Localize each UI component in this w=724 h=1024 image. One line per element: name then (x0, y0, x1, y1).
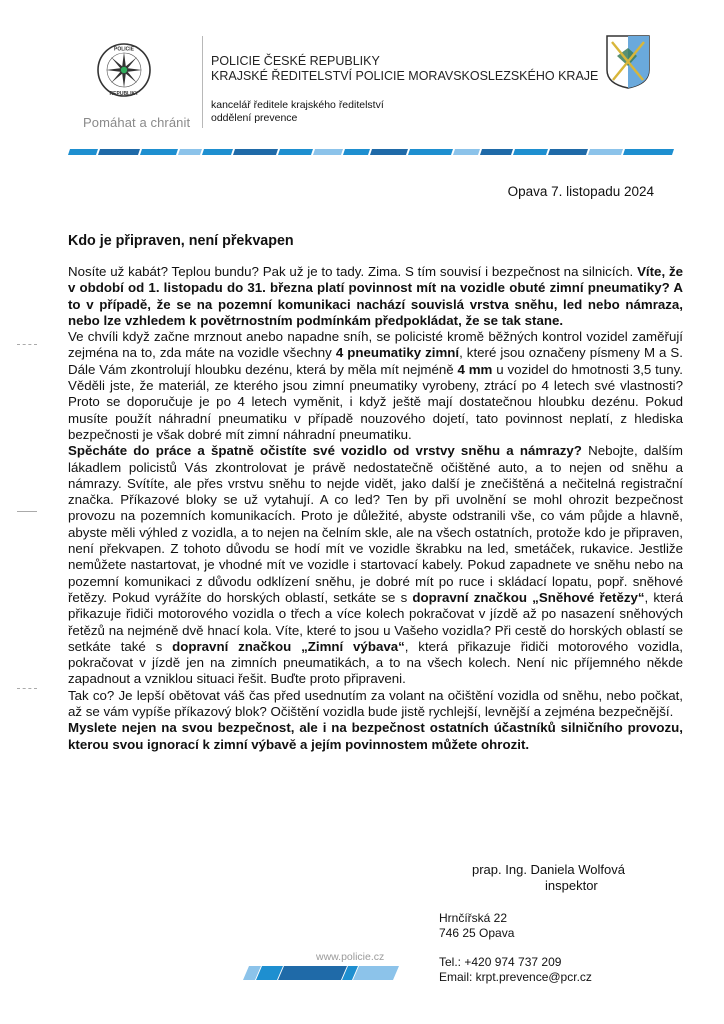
header-divider (202, 36, 203, 128)
police-star-badge-icon (96, 42, 152, 98)
dept-office: kancelář ředitele krajského ředitelství (211, 99, 384, 111)
paragraph-intro: Nosíte už kabát? Teplou bundu? Pak už je to tady. Zima. S tím souvisí i bezpečnost na silnicích. Víte, že v období od 1. listopadu do 31. března platí povinnost mít na vozidle obuté zimní pneumatiky? A to v případě, že se na pozemní komunikaci nachází souvislá vrstva sněhu, led nebo námraza, nebo lze vzhledem k povětrnostním podmínkám předpokládat, že se tak stane. (68, 264, 683, 328)
signature-role: inspektor (545, 878, 598, 893)
letter-date: Opava 7. listopadu 2024 (507, 184, 654, 199)
fold-mark-bottom (17, 688, 37, 689)
paragraph-tires: Ve chvíli když začne mrznout anebo napadne sníh, se policisté kromě běžných kontrol vozidel zaměřují zejména na to, zda máte na vozidle všechny 4 pneumatiky zimní, které jsou označeny písmeny M a S. Dále Vám zkontrolují hloubku dezénu, která by měla mít nejméně 4 mm u vozidel do hmotnosti 3,5 tuny. Věděli jste, že materiál, ze kterého jsou zimní pneumatiky vyrobeny, ztrácí po 4 letech své vlastnosti? Proto se doporučuje je po 4 letech vyměnit, i když ještě mají dostatečnou hloubku dezénu. Pokud musíte použít náhradní pneumatiku v případě nouzového dojetí, tato povinnost neplatí, z hlediska bezpečnosti je však dobré mít zimní náhradní pneumatiku. (68, 329, 683, 442)
fold-mark-center (17, 511, 37, 512)
dept-unit: oddělení prevence (211, 112, 298, 124)
website-link[interactable]: www.policie.cz (316, 951, 385, 963)
letter-title: Kdo je připraven, není překvapen (68, 233, 294, 249)
paragraph-closing: Myslete nejen na svou bezpečnost, ale i na bezpečnost ostatních účastníků silničního provozu, kterou svou ignorací k zimní výbavě a jejím povinnostem můžete ohrozit. (68, 720, 683, 752)
header-stripe (68, 149, 674, 155)
signature-name: prap. Ing. Daniela Wolfová (472, 862, 625, 877)
letter-body (68, 264, 683, 753)
contact-city: 746 25 Opava (439, 926, 515, 940)
svg-text:REPUBLIKY: REPUBLIKY (109, 91, 139, 97)
footer-stripe (243, 966, 399, 980)
contact-email: Email: krpt.prevence@pcr.cz (439, 970, 592, 984)
svg-text:POLICIE: POLICIE (113, 46, 135, 53)
paragraph-summary: Tak co? Je lepší obětovat váš čas před usednutím za volant na očištění vozidla od sněhu, nebo počkat, až se vám vypíše příkazový blok? Očištění vozidla bude jistě rychlejší, levnější a zejména bezpečnější. (68, 687, 683, 720)
contact-phone: Tel.: +420 974 737 209 (439, 955, 562, 969)
fold-mark-top (17, 344, 37, 345)
contact-street: Hrnčířská 22 (439, 911, 508, 925)
regional-crest-icon (605, 34, 651, 90)
paragraph-cleaning: Spěcháte do práce a špatně očistíte své vozidlo od vrstvy sněhu a námrazy? Nebojte, dalším lákadlem policistů Vás zkontrolovat je právě nedostatečně očištěné auto, a to nejen od sněhu a námrazy. Svítíte, ale přes vrstvu sněhu to nejde vidět, jako další je znečištěná a nečitelná registrační značka. Příkazové bloky se už vytahují. A co led? Ten by při uvolnění se mohl ohrozit bezpečnost provozu na pozemních komunikacích. Proto je důležité, abyste odstranili vše, co vám půjde a hlavně, abyste měli výhled z vozidla, a to nejen na čelním skle, ale na všech ostatních, protože kdo je připraven, není překvapen. Z tohoto důvodu se hodí mít ve vozidle škrabku na led, smetáček, rukavice. Jestliže nemůžete nastartovat, je vhodné mít ve vozidle i startovací kabely. Pokud zapadnete ve sněhu nebo na pozemní komunikaci z důvodu odklízení sněhu, je dobré mít po ruce i skládací lopatu, popř. sněhové řetězy. Pokud vyrážíte do horských oblastí, setkáte se s dopravní značkou „Sněhové řetězy“, která přikazuje řidiči motorového vozidla o třech a více kolech pokračovat v jízdě až po nasazení sněhových řetězů na nejméně dvě hnací kola. Víte, které to jsou u Vašeho vozidla? Při cestě do horských oblastí se setkáte také s dopravní značkou „Zimní výbava“, která přikazuje řidiči motorového vozidla, pokračovat v jízdě jen na zimních pneumatikách, a to na všech kolech. Není nic příjemného někde zapadnout a vzniklou situaci řešit. Buďte proto připraveni. (68, 443, 683, 687)
org-region: KRAJSKÉ ŘEDITELSTVÍ POLICIE MORAVSKOSLEZSKÉHO KRAJE (211, 69, 599, 83)
org-name: POLICIE ČESKÉ REPUBLIKY (211, 54, 380, 68)
motto: Pomáhat a chránit (83, 115, 191, 130)
